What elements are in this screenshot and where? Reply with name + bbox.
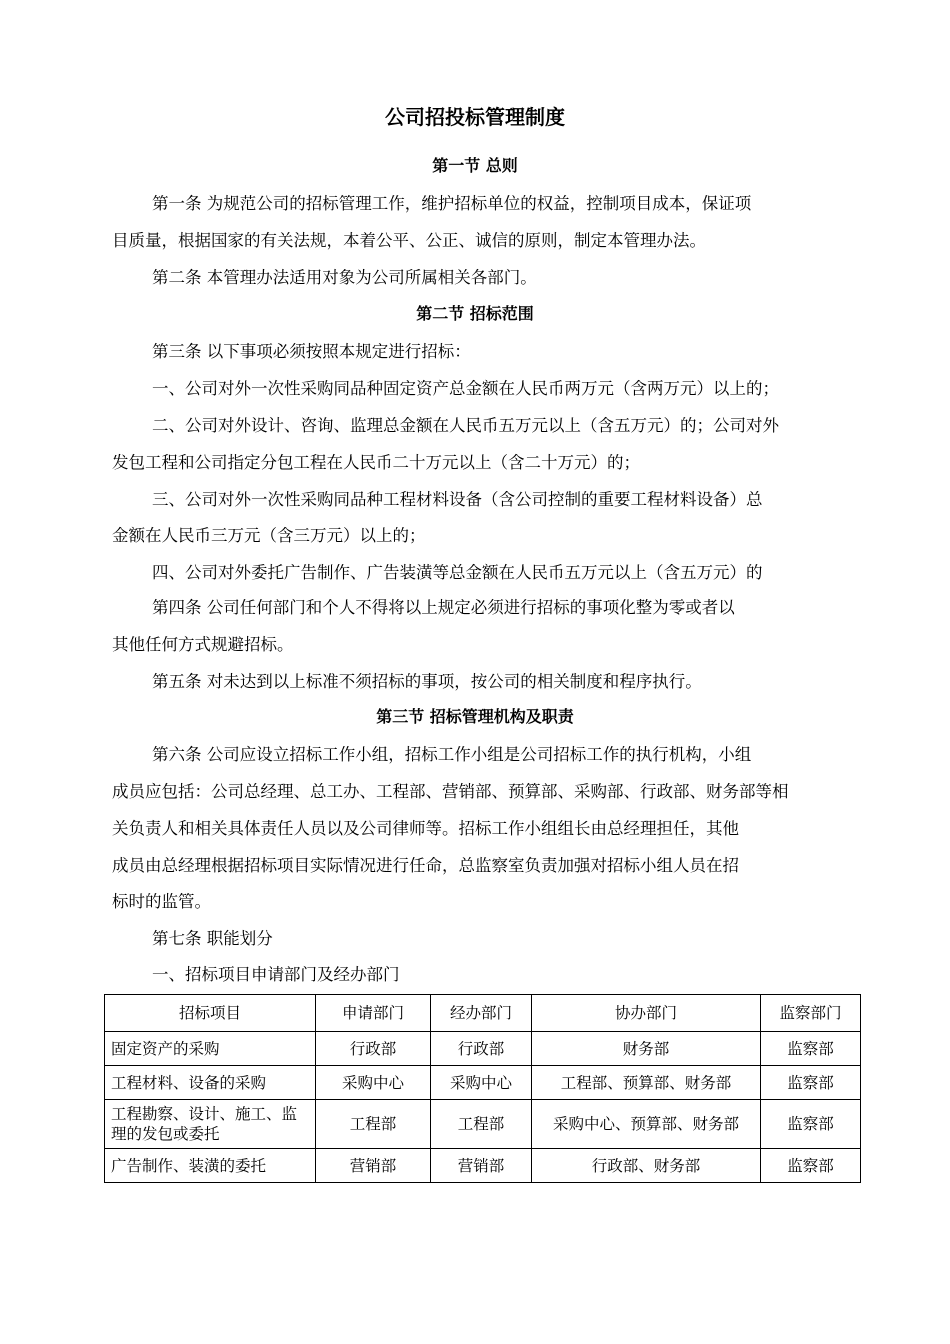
paragraph-line: 第一条 为规范公司的招标管理工作，维护招标单位的权益，控制项目成本，保证项 <box>152 194 752 213</box>
table-header-cell: 招标项目 <box>105 995 316 1032</box>
table-header-row <box>105 995 861 1032</box>
duty-table <box>104 994 861 1183</box>
paragraph-line: 发包工程和公司指定分包工程在人民币二十万元以上（含二十万元）的； <box>112 453 640 472</box>
paragraph-line: 关负责人和相关具体责任人员以及公司律师等。招标工作小组组长由总经理担任，其他 <box>112 819 739 838</box>
table-header-cell: 经办部门 <box>431 995 532 1032</box>
paragraph-line: 目质量，根据国家的有关法规，本着公平、公正、诚信的原则，制定本管理办法。 <box>112 231 706 250</box>
table-cell: 监察部 <box>761 1149 861 1183</box>
table-cell: 行政部 <box>316 1032 431 1066</box>
paragraph-line: 第二条 本管理办法适用对象为公司所属相关各部门。 <box>152 268 537 287</box>
paragraph-line: 第七条 职能划分 <box>152 929 273 948</box>
paragraph-line: 一、公司对外一次性采购同品种固定资产总金额在人民币两万元（含两万元）以上的； <box>152 379 779 398</box>
paragraph-line: 四、公司对外委托广告制作、广告装潢等总金额在人民币五万元以上（含五万元）的 <box>152 563 763 582</box>
table-cell: 行政部、财务部 <box>532 1149 761 1183</box>
table-cell: 固定资产的采购 <box>105 1032 316 1066</box>
table-cell: 监察部 <box>761 1100 861 1149</box>
table-cell: 行政部 <box>431 1032 532 1066</box>
paragraph-line: 成员应包括：公司总经理、总工办、工程部、营销部、预算部、采购部、行政部、财务部等相 <box>112 782 789 801</box>
paragraph-line: 一、招标项目申请部门及经办部门 <box>152 965 400 984</box>
table-header-cell: 申请部门 <box>316 995 431 1032</box>
table-header-cell: 监察部门 <box>761 995 861 1032</box>
table-row <box>105 1066 861 1100</box>
table-cell: 工程部 <box>431 1100 532 1149</box>
table-cell: 监察部 <box>761 1032 861 1066</box>
paragraph-line: 标时的监管。 <box>112 892 211 911</box>
paragraph-line: 二、公司对外设计、咨询、监理总金额在人民币五万元以上（含五万元）的；公司对外 <box>152 416 779 435</box>
table-cell: 财务部 <box>532 1032 761 1066</box>
table-cell: 营销部 <box>316 1149 431 1183</box>
table-row <box>105 1100 861 1149</box>
table-cell: 采购中心、预算部、财务部 <box>532 1100 761 1149</box>
section-heading: 第一节 总则 <box>432 156 518 175</box>
paragraph-line: 第六条 公司应设立招标工作小组，招标工作小组是公司招标工作的执行机构，小组 <box>152 745 752 764</box>
table-cell: 工程勘察、设计、施工、监理的发包或委托 <box>105 1100 316 1149</box>
paragraph-line: 其他任何方式规避招标。 <box>112 635 294 654</box>
paragraph-line: 第四条 公司任何部门和个人不得将以上规定必须进行招标的事项化整为零或者以 <box>152 598 735 617</box>
table-header-cell: 协办部门 <box>532 995 761 1032</box>
section-heading: 第三节 招标管理机构及职责 <box>376 707 574 726</box>
table-cell: 广告制作、装潢的委托 <box>105 1149 316 1183</box>
table-cell: 工程部 <box>316 1100 431 1149</box>
table-cell: 采购中心 <box>431 1066 532 1100</box>
paragraph-line: 成员由总经理根据招标项目实际情况进行任命，总监察室负责加强对招标小组人员在招 <box>112 856 739 875</box>
table-row <box>105 1032 861 1066</box>
paragraph-line: 三、公司对外一次性采购同品种工程材料设备（含公司控制的重要工程材料设备）总 <box>152 490 763 509</box>
table-row <box>105 1149 861 1183</box>
paragraph-line: 第五条 对未达到以上标准不须招标的事项，按公司的相关制度和程序执行。 <box>152 672 702 691</box>
table-cell: 营销部 <box>431 1149 532 1183</box>
paragraph-line: 第三条 以下事项必须按照本规定进行招标： <box>152 342 471 361</box>
document-title: 公司招投标管理制度 <box>385 105 565 129</box>
table-cell: 工程部、预算部、财务部 <box>532 1066 761 1100</box>
table-cell: 工程材料、设备的采购 <box>105 1066 316 1100</box>
section-heading: 第二节 招标范围 <box>416 304 534 323</box>
table-cell: 采购中心 <box>316 1066 431 1100</box>
paragraph-line: 金额在人民币三万元（含三万元）以上的； <box>112 526 426 545</box>
table-cell: 监察部 <box>761 1066 861 1100</box>
